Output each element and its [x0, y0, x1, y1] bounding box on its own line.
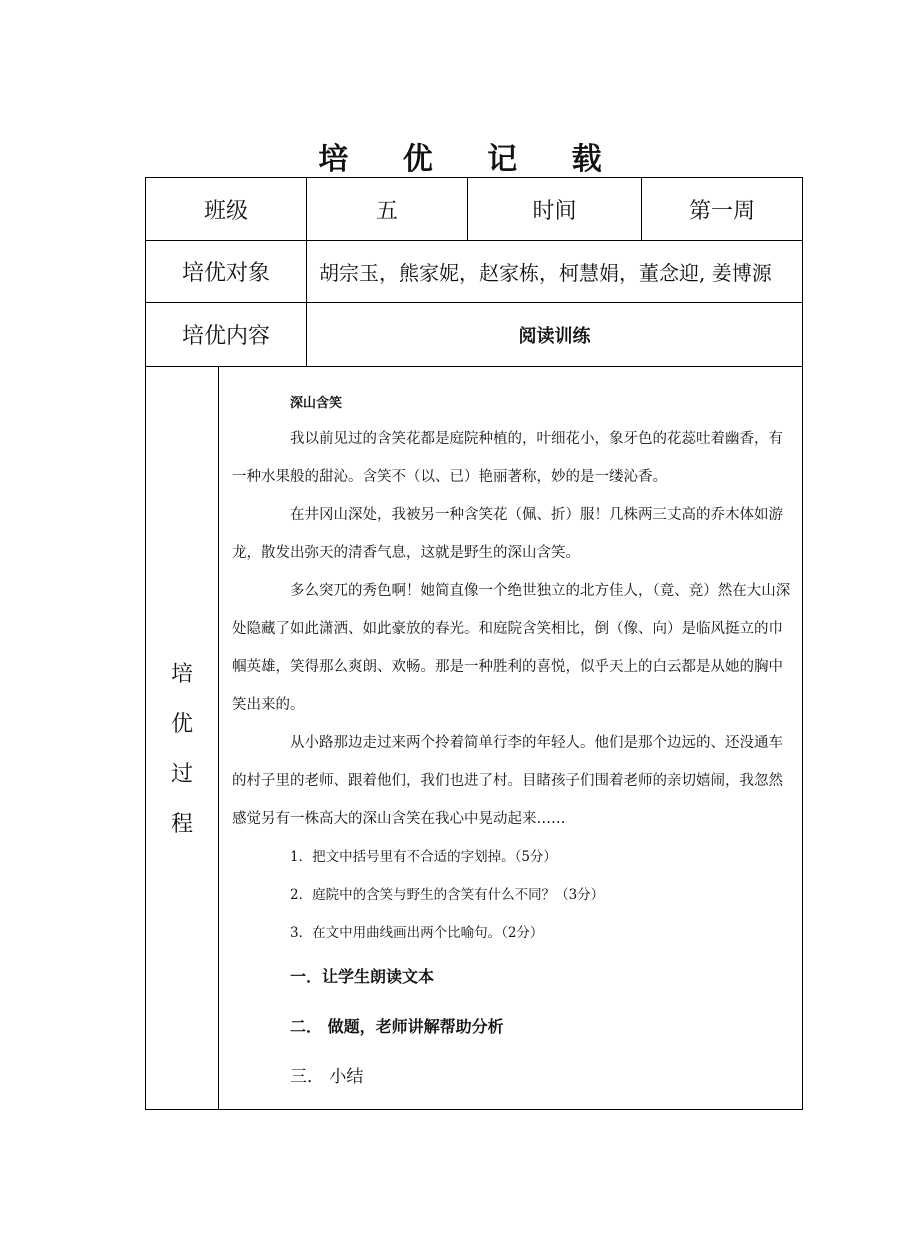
passage-paragraph: 我以前见过的含笑花都是庭院种植的，叶细花小，象牙色的花蕊吐着幽香，有一种水果般的甜沁。含笑不（以、已）艳丽著称，妙的是一缕沁香。 — [232, 431, 783, 485]
passage-title: 深山含笑 — [290, 396, 343, 411]
passage-paragraph: 在井冈山深处，我被另一种含笑花（佩、折）服！几株两三丈高的乔木体如游龙，散发出弥天的清香气息，这就是野生的深山含笑。 — [232, 507, 783, 561]
question: 1．把文中括号里有不合适的字划掉。（5分） — [290, 849, 557, 865]
content-label: 培优内容 — [181, 324, 270, 349]
target-students-label: 培优对象 — [181, 261, 270, 286]
question: 2．庭院中的含笑与野生的含笑有什么不同？（3分） — [290, 887, 605, 903]
target-students-value: 胡宗玉，熊家妮，赵家栋，柯慧娟，董念迎, 姜博源 — [319, 261, 772, 285]
question: 3．在文中用曲线画出两个比喻句。（2分） — [290, 925, 544, 941]
process-label-char: 过 — [170, 762, 193, 787]
process-label-char: 培 — [170, 662, 193, 687]
teaching-step: 二． 做题，老师讲解帮助分析 — [290, 1017, 504, 1036]
table-divider — [145, 366, 803, 367]
passage-paragraph: 多么突兀的秀色啊！她简直像一个绝世独立的北方佳人，（竟、竞）然在大山深处隐藏了如此潇洒、如此豪放的春光。和庭院含笑相比，倒（像、向）是临风挺立的巾帼英雄，笑得那么爽朗、欢畅。那是一种胜利的喜悦，似乎天上的白云都是从她的胸中笑出来的。 — [232, 583, 791, 713]
process-label — [146, 650, 218, 850]
teaching-step: 三． 小结 — [290, 1067, 364, 1087]
content-value: 阅读训练 — [518, 325, 591, 347]
time-label: 时间 — [532, 198, 577, 224]
passage-paragraph: 从小路那边走过来两个拎着简单行李的年轻人。他们是那个边远的、还没通车的村子里的老师、跟着他们，我们也进了村。目睹孩子们围着老师的亲切嬉闹，我忽然感觉另有一株高大的深山含笑在我心中晃动起来…… — [232, 735, 783, 827]
process-label-char: 程 — [170, 812, 193, 837]
process-content — [232, 388, 794, 1102]
process-label-char: 优 — [170, 712, 193, 737]
teaching-step: 一．让学生朗读文本 — [290, 967, 435, 986]
page-title: 培 优 记 载 — [318, 142, 624, 177]
class-value: 五 — [375, 198, 398, 224]
time-value: 第一周 — [688, 198, 755, 224]
table-divider — [218, 366, 219, 1110]
class-label: 班级 — [203, 198, 248, 224]
